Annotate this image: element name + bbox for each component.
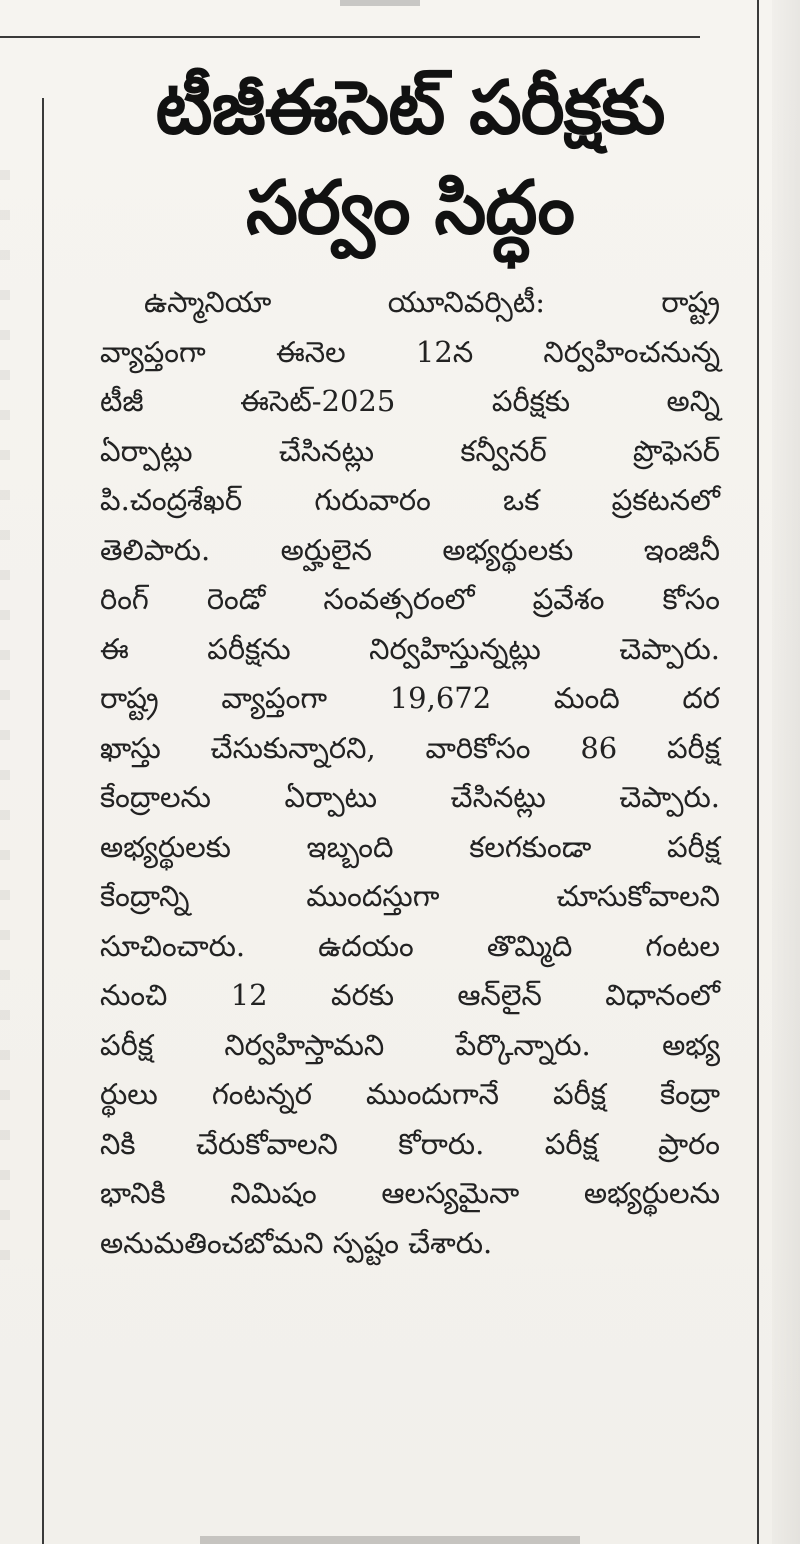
adjacent-column-fragment-left [0,170,10,1270]
top-cut-text-fragment [340,0,420,6]
body-line: నుంచి 12 వరకు ఆన్‌లైన్ విధానంలో [100,978,720,1012]
body-line: ఖాస్తు చేసుకున్నారని, వారికోసం 86 పరీక్ష [100,730,720,765]
news-article [100,58,720,1268]
body-line: వ్యాప్తంగా ఈనెల 12న నిర్వహించనున్న [100,334,720,369]
bottom-cut-text-fragment [200,1536,580,1544]
article-headline [100,58,720,258]
body-line: నికి చేరుకోవాలని కోరారు. పరీక్ష ప్రారం [100,1126,720,1161]
body-line: ఉస్మానియా యూనివర్సిటీ: రాష్ట్ర [144,285,720,319]
right-column-rule [757,0,759,1544]
headline-line: సర్వం సిద్ధం [245,165,575,251]
body-line: ఏర్పాట్లు చేసినట్లు కన్వీనర్ ప్రొఫెసర్ [100,433,720,468]
body-line: టీజీ ఈసెట్-2025 పరీక్షకు అన్ని [100,384,720,418]
article-body [100,278,720,1268]
headline-line: టీజీఈసెట్ పరీక్షకు [155,65,665,151]
body-line: ఈ పరీక్షను నిర్వహిస్తున్నట్లు చెప్పారు. [100,631,720,666]
left-column-rule [42,98,44,1544]
body-line: తెలిపారు. అర్హులైన అభ్యర్థులకు ఇంజినీ [100,532,720,567]
body-line: పరీక్ష నిర్వహిస్తామని పేర్కొన్నారు. అభ్య [100,1027,720,1062]
top-divider-rule [0,36,700,38]
body-line: కేంద్రాన్ని ముందస్తుగా చూసుకోవాలని [100,879,720,913]
body-line: రింగ్ రెండో సంవత్సరంలో ప్రవేశం కోసం [100,582,720,616]
body-line: అనుమతించబోమని స్పష్టం చేశారు. [100,1225,493,1260]
body-line: సూచించారు. ఉదయం తొమ్మిది గంటల [100,928,720,963]
body-line: రాష్ట్ర వ్యాప్తంగా 19,672 మంది దర [100,681,720,715]
body-line: ర్థులు గంటన్నర ముందుగానే పరీక్ష కేంద్రా [100,1077,720,1111]
body-line: భానికి నిమిషం ఆలస్యమైనా అభ్యర్థులను [100,1176,720,1210]
body-line: అభ్యర్థులకు ఇబ్బంది కలగకుండా పరీక్ష [100,829,720,864]
adjacent-column-fragment-right [772,0,800,1544]
body-line: కేంద్రాలను ఏర్పాటు చేసినట్లు చెప్పారు. [100,780,720,814]
body-line: పి.చంద్రశేఖర్ గురువారం ఒక ప్రకటనలో [100,483,720,517]
